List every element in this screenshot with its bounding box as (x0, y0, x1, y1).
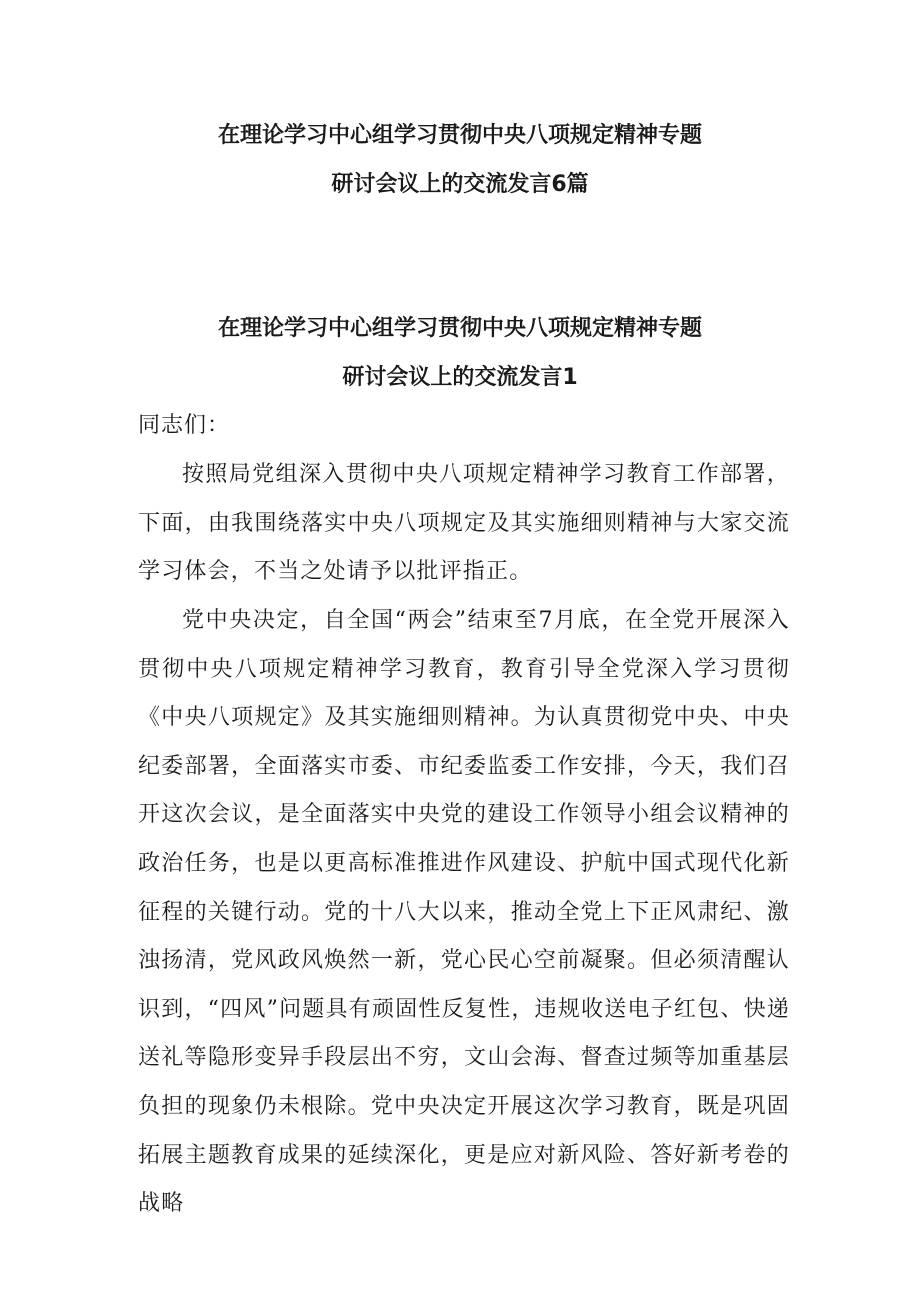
salutation: 同志们： (138, 413, 231, 438)
body-paragraph-2: 党中央决定，自全国“两会”结束至7月底，在全党开展深入贯彻中央八项规定精神学习教育，教育引导全党深入学习贯彻《中央八项规定》及其实施细则精神。为认真贯彻党中央、中央纪委部署，全面落实市委、市纪委监委工作安排，今天，我们召开这次会议，是全面落实中央党的建设工作领导小组会议精神的政治任务，也是以更高标准推进作风建设、护航中国式现代化新征程的关键行动。党的十八大以来，推动全党上下正风肃纪、激浊扬清，党风政风焕然一新，党心民心空前凝聚。但必须清醒认识到，“四风”问题具有顽固性反复性，违规收送电子红包、快递送礼等隐形变异手段层出不穷，文山会海、督查过频等加重基层负担的现象仍未根除。党中央决定开展这次学习教育，既是巩固拓展主题教育成果的延续深化，更是应对新风险、答好新考卷的战略 (138, 608, 790, 1217)
main-title-line-1: 在理论学习中心组学习贯彻中央八项规定精神专题 (217, 123, 702, 148)
section-title-line-2: 研讨会议上的交流发言1 (342, 365, 578, 390)
body-paragraph-1: 按照局党组深入贯彻中央八项规定精神学习教育工作部署，下面，由我围绕落实中央八项规定及其实施细则精神与大家交流学习体会，不当之处请予以批评指正。 (138, 462, 790, 585)
main-title-line-2: 研讨会议上的交流发言6篇 (331, 172, 589, 197)
section-title-line-1: 在理论学习中心组学习贯彻中央八项规定精神专题 (217, 316, 702, 341)
